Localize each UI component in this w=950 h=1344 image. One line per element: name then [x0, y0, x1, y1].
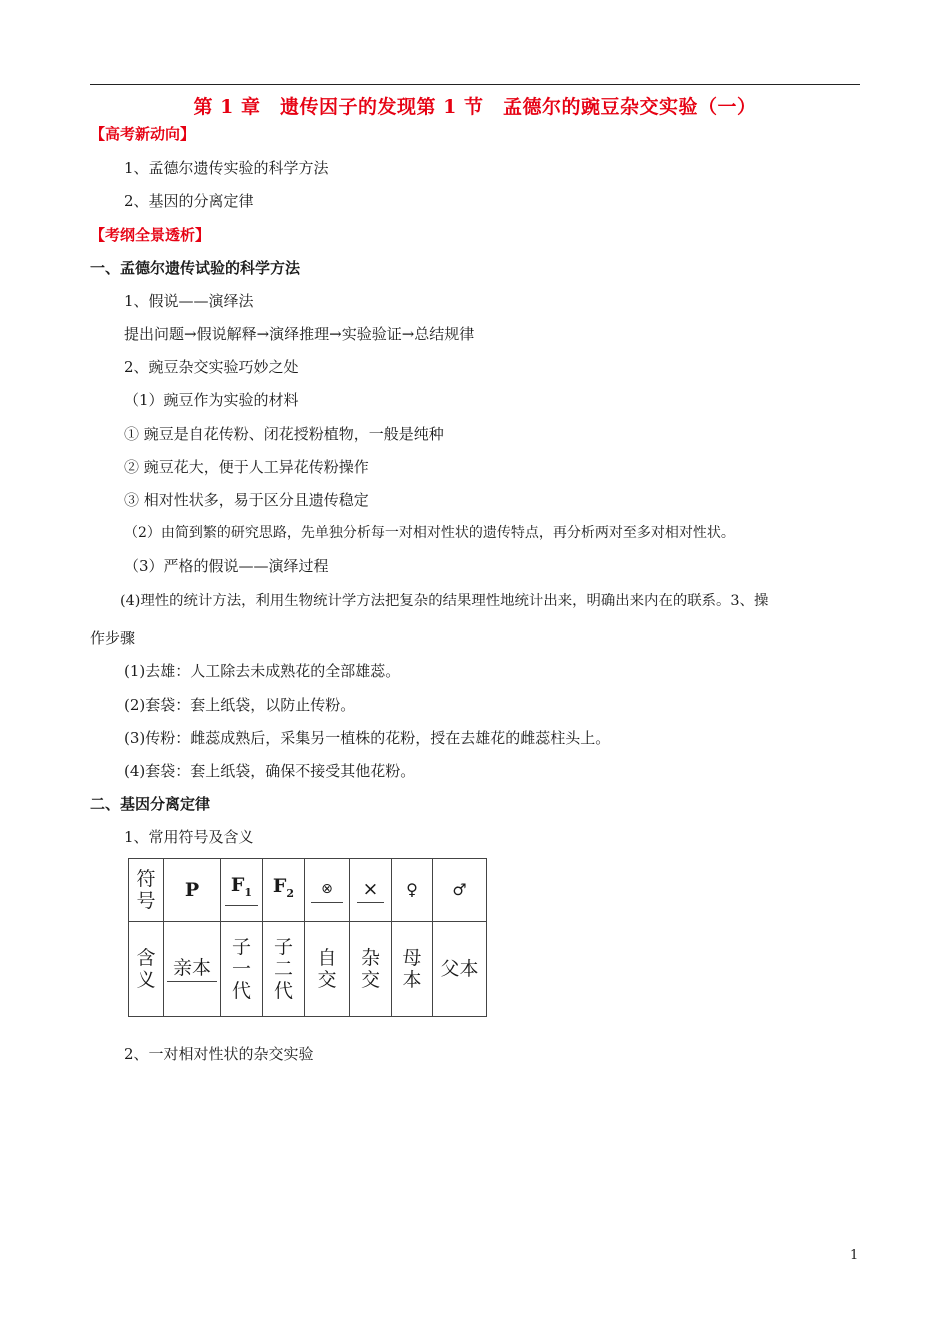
- symbol-row: [129, 859, 487, 922]
- gaokao-item-1: 1、孟德尔遗传实验的科学方法: [124, 159, 329, 177]
- part1-line: （1）豌豆作为实验的材料: [124, 391, 299, 409]
- part2-line: 2、一对相对性状的杂交实验: [124, 1045, 314, 1063]
- symbol-table: [128, 858, 487, 1017]
- symbol-self-cross: ⊗: [305, 859, 350, 922]
- symbol-p: P: [164, 859, 221, 922]
- part1-heading: 一、孟德尔遗传试验的科学方法: [90, 259, 301, 277]
- gaokao-item-2: 2、基因的分离定律: [124, 192, 254, 210]
- meaning-f2: 子 二 代: [263, 922, 305, 1017]
- part1-line: (4)理性的统计方法，利用生物统计学方法把复杂的结果理性地统计出来，明确出来内在的联系。3、操: [120, 593, 769, 609]
- page-title: 第 1 章 遗传因子的发现第 1 节 孟德尔的豌豆杂交实验（一）: [193, 96, 757, 118]
- part2-heading: 二、基因分离定律: [90, 795, 211, 813]
- meaning-cross: 杂 交: [350, 922, 392, 1017]
- symbol-f2: $F_2$: [263, 859, 305, 922]
- part1-line: (4)套袋：套上纸袋，确保不接受其他花粉。: [124, 762, 416, 780]
- part1-line: （3）严格的假说——演绎过程: [124, 557, 329, 575]
- part1-line: ② 豌豆花大，便于人工异花传粉操作: [124, 458, 369, 476]
- part1-line: 1、假说——演绎法: [124, 292, 254, 310]
- meaning-female: 母 本: [392, 922, 433, 1017]
- symbol-male: ♂: [433, 859, 487, 922]
- header-cell: 符 号: [129, 859, 164, 922]
- section-heading-gaokao: 【高考新动向】: [90, 125, 196, 143]
- page-number: 1: [850, 1248, 859, 1263]
- part2-line: 1、常用符号及含义: [124, 828, 254, 846]
- part1-line: (1)去雄：人工除去未成熟花的全部雄蕊。: [124, 662, 401, 680]
- meaning-parent: 亲本: [164, 922, 221, 1017]
- header-rule: [90, 84, 860, 85]
- symbol-cross: ×: [350, 859, 392, 922]
- part1-line: (2)套袋：套上纸袋，以防止传粉。: [124, 696, 356, 714]
- meaning-row: [129, 922, 487, 1017]
- meaning-f1: 子 一 代: [221, 922, 263, 1017]
- part1-line: 2、豌豆杂交实验巧妙之处: [124, 358, 299, 376]
- part1-line: 作步骤: [90, 629, 136, 647]
- part1-line: (3)传粉：雌蕊成熟后，采集另一植株的花粉，授在去雄花的雌蕊柱头上。: [124, 729, 611, 747]
- symbol-f1: $F_1$: [221, 859, 263, 922]
- header-cell: 含 义: [129, 922, 164, 1017]
- part1-line: 提出问题→假说解释→演绎推理→实验验证→总结规律: [124, 325, 475, 343]
- meaning-male: 父本: [433, 922, 487, 1017]
- part1-line: ③ 相对性状多，易于区分且遗传稳定: [124, 491, 369, 509]
- symbol-female: ♀: [392, 859, 433, 922]
- part1-line: ① 豌豆是自花传粉、闭花授粉植物，一般是纯种: [124, 425, 444, 443]
- section-heading-kaogang: 【考纲全景透析】: [90, 226, 211, 244]
- part1-line: （2）由简到繁的研究思路，先单独分析每一对相对性状的遗传特点，再分析两对至多对相对性状。: [124, 525, 735, 541]
- meaning-self: 自 交: [305, 922, 350, 1017]
